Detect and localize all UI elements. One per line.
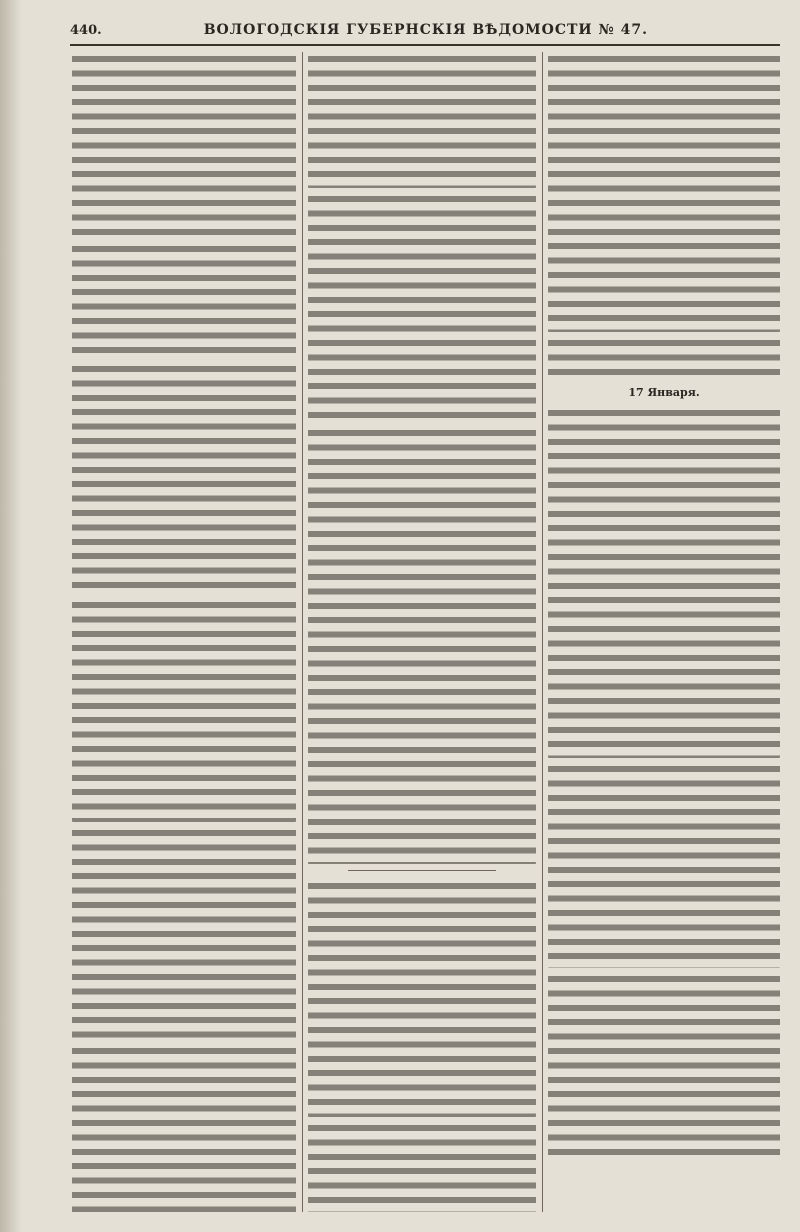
announcement bbox=[308, 52, 536, 188]
announcement bbox=[548, 762, 780, 968]
column-1 bbox=[72, 52, 296, 1212]
announcement bbox=[72, 242, 296, 358]
date-heading: 17 Января. bbox=[628, 386, 700, 399]
announcement bbox=[72, 362, 296, 594]
announcement bbox=[548, 336, 780, 380]
announcement bbox=[72, 52, 296, 238]
announcement bbox=[308, 879, 536, 1117]
announcement bbox=[548, 406, 780, 758]
announcement bbox=[308, 1121, 536, 1212]
column-rule bbox=[302, 52, 303, 1212]
announcement bbox=[548, 52, 780, 332]
announcement bbox=[308, 426, 536, 864]
newspaper-title: ВОЛОГОДСКІЯ ГУБЕРНСКІЯ ВѢДОМОСТИ № 47. bbox=[203, 22, 648, 38]
announcement bbox=[308, 192, 536, 422]
column-3 bbox=[548, 52, 780, 1212]
column-rule bbox=[542, 52, 543, 1212]
page-gutter-shadow bbox=[0, 0, 22, 1232]
page-number: 440. bbox=[70, 22, 102, 38]
section-divider bbox=[348, 870, 496, 871]
announcement bbox=[548, 972, 780, 1162]
announcement bbox=[72, 826, 296, 1040]
column-2 bbox=[308, 52, 536, 1212]
announcement bbox=[72, 1044, 296, 1212]
announcement bbox=[72, 598, 296, 822]
page-header bbox=[70, 16, 780, 46]
